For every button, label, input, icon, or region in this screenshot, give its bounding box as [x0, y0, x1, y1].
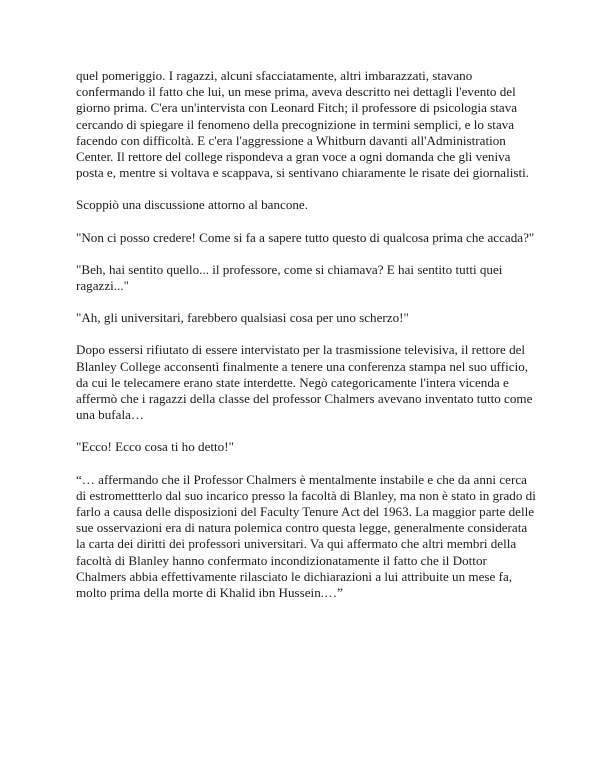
- paragraph-3: "Non ci posso credere! Come si fa a sapere tutto questo di qualcosa prima che accada?": [76, 229, 535, 245]
- paragraph-8: “… affermando che il Professor Chalmers è mentalmente instabile e che da anni cerca di estromettterlo dal suo incarico presso la facoltà di Blanley, ma non è stato in grado di farlo a causa delle disposizioni del Faculty Tenure Act del 1963. La maggior parte delle sue osservazioni era di natura polemica contro questa legge, generalmente considerata la carta dei diritti dei professori universitari. Va qui affermato che altri membri della facoltà di Blanley hanno confermato incondizionatamente il fatto che il Dottor Chalmers abbia effettivamente rilasciato le dichiarazioni a lui attribuite un mese fa, molto prima della morte di Khalid ibn Hussein.…”: [76, 471, 536, 601]
- paragraph-4: "Beh, hai sentito quello... il professore, come si chiamava? E hai sentito tutti quei ragazzi...": [76, 261, 503, 294]
- document-page: [76, 68, 538, 617]
- paragraph-7: "Ecco! Ecco cosa ti ho detto!": [76, 439, 234, 455]
- paragraph-6: Dopo essersi rifiutato di essere intervistato per la trasmissione televisiva, il rettore del Blanley College acconsentì finalmente a tenere una conferenza stampa nel suo ufficio, da cui le telecamere erano state interdette. Negò categoricamente l'intera vicenda e affermò che i ragazzi della classe del professor Chalmers avevano inventato tutto come una bufala…: [76, 342, 533, 423]
- paragraph-5: "Ah, gli universitari, farebbero qualsiasi cosa per uno scherzo!": [76, 310, 409, 326]
- paragraph-1: quel pomeriggio. I ragazzi, alcuni sfacciatamente, altri imbarazzati, stavano confermando il fatto che lui, un mese prima, aveva descritto nei dettagli l'evento del giorno prima. C'era un'intervista con Leonard Fitch; il professore di psicologia stava cercando di spiegare il fenomeno della precognizione in termini semplici, e lo stava facendo con difficoltà. E c'era l'aggressione a Whitburn davanti all'Administration Center. Il rettore del college rispondeva a gran voce a ogni domanda che gli veniva posta e, mentre si voltava e scappava, si sentivano chiaramente le risate dei giornalisti.: [76, 68, 530, 181]
- paragraph-2: Scoppiò una discussione attorno al bancone.: [76, 197, 308, 213]
